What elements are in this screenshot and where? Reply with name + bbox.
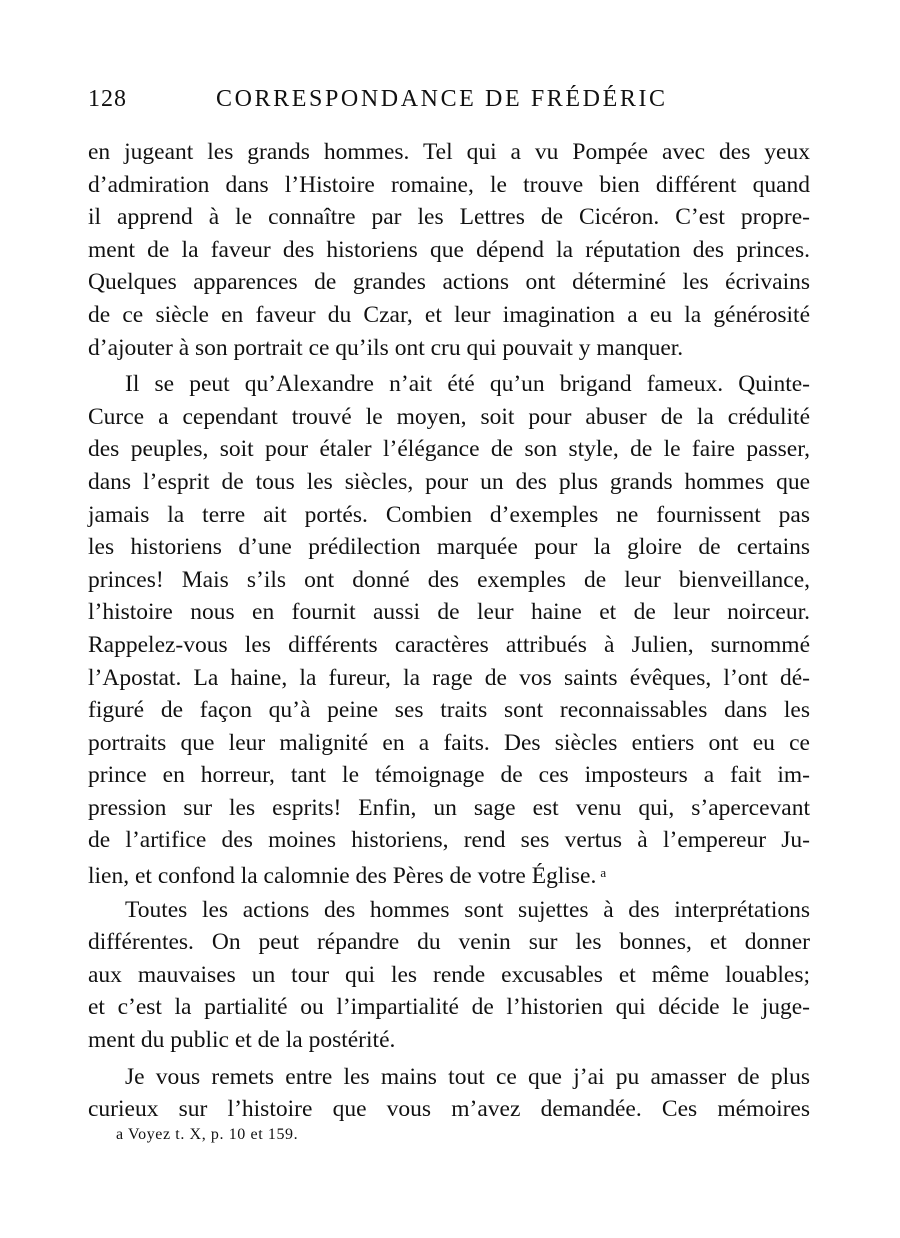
text-line: princes! Mais s’ils ont donné des exemples de leur bienveillance, xyxy=(88,566,810,593)
text-line: il apprend à le connaître par les Lettres de Cicéron. C’est propre- xyxy=(88,204,810,231)
text-line-content: lien, et confond la calomnie des Pères de votre Église. xyxy=(88,863,597,890)
text-line: jamais la terre ait portés. Combien d’exemples ne fournissent pas xyxy=(88,501,810,528)
text-line: dans l’esprit de tous les siècles, pour un des plus grands hommes que xyxy=(88,468,810,495)
text-line: figuré de façon qu’à peine ses traits sont reconnaissables dans les xyxy=(88,697,810,724)
paragraph xyxy=(88,368,810,890)
text-line: Toutes les actions des hommes sont sujettes à des interprétations xyxy=(125,896,810,923)
text-line: l’Apostat. La haine, la fureur, la rage de vos saints évêques, l’ont dé- xyxy=(88,664,810,691)
page-number: 128 xyxy=(88,86,127,112)
text-line: prince en horreur, tant le témoignage de ces imposteurs a fait im- xyxy=(88,762,810,789)
text-line: différentes. On peut répandre du venin sur les bonnes, et donner xyxy=(88,929,810,956)
text-line: l’histoire nous en fournit aussi de leur haine et de leur noirceur. xyxy=(88,599,810,626)
text-line: Je vous remets entre les mains tout ce que j’ai pu amasser de plus xyxy=(125,1063,810,1090)
paragraph xyxy=(88,136,810,364)
text-line: Curce a cependant trouvé le moyen, soit pour abuser de la crédulité xyxy=(88,403,810,430)
text-line: des peuples, soit pour étaler l’élégance de son style, de le faire passer, xyxy=(88,436,810,463)
footnote-marker: a xyxy=(600,865,607,881)
text-line xyxy=(88,857,810,890)
footnote: a Voyez t. X, p. 10 et 159. xyxy=(116,1126,299,1143)
text-line: de l’artifice des moines historiens, rend ses vertus à l’empereur Ju- xyxy=(88,827,810,854)
text-line: pression sur les esprits! Enfin, un sage est venu qui, s’apercevant xyxy=(88,794,810,821)
text-line: de ce siècle en faveur du Czar, et leur imagination a eu la générosité xyxy=(88,301,810,328)
text-line: portraits que leur malignité en a faits. Des siècles entiers ont eu ce xyxy=(88,729,810,756)
text-line: d’ajouter à son portrait ce qu’ils ont cru qui pouvait y manquer. xyxy=(88,334,684,361)
text-line: Quelques apparences de grandes actions ont déterminé les écrivains xyxy=(88,269,810,296)
text-line: aux mauvaises un tour qui les rende excusables et même louables; xyxy=(88,961,810,988)
text-line: Rappelez-vous les différents caractères attribués à Julien, surnommé xyxy=(88,631,810,658)
text-line: ment du public et de la postérité. xyxy=(88,1027,396,1054)
text-line: en jugeant les grands hommes. Tel qui a vu Pompée avec des yeux xyxy=(88,139,810,165)
paragraph xyxy=(88,1061,810,1126)
body-text xyxy=(88,136,810,1130)
text-line: ment de la faveur des historiens que dépend la réputation des princes. xyxy=(88,236,810,263)
text-line: et c’est la partialité ou l’impartialité de l’historien qui décide le juge- xyxy=(88,994,810,1021)
text-line: d’admiration dans l’Histoire romaine, le trouve bien différent quand xyxy=(88,171,810,198)
text-line: Il se peut qu’Alexandre n’ait été qu’un brigand fameux. Quinte- xyxy=(125,371,810,398)
paragraph xyxy=(88,894,810,1057)
page-header xyxy=(88,86,813,122)
text-line: curieux sur l’histoire que vous m’avez demandée. Ces mémoires xyxy=(88,1096,810,1123)
running-title: CORRESPONDANCE DE FRÉDÉRIC xyxy=(216,86,668,112)
text-line: les historiens d’une prédilection marquée pour la gloire de certains xyxy=(88,534,810,561)
